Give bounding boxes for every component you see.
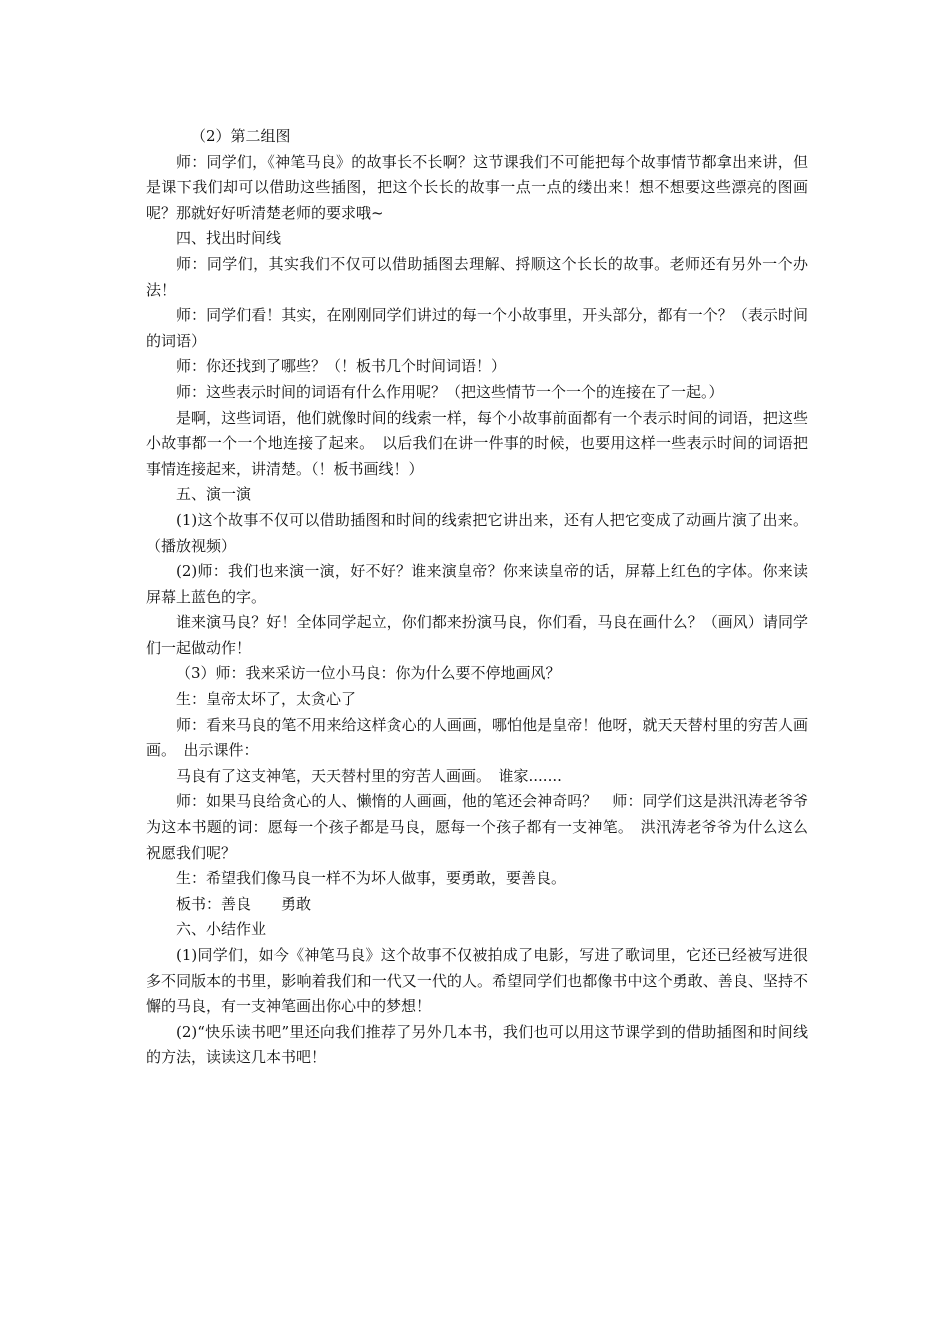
paragraph-teacher-poor-people: 师：看来马良的笔不用来给这样贪心的人画画，哪怕他是皇帝！他呀，就天天替村里的穷苦人画画。 出示课件：	[146, 715, 808, 760]
section-heading-timeline: 四、找出时间线	[176, 229, 282, 248]
paragraph-act-3: （3）师：我来采访一位小马良：你为什么要不停地画风？	[176, 664, 561, 683]
paragraph-courseware: 马良有了这支神笔，天天替村里的穷苦人画画。 谁家.......	[176, 766, 562, 785]
paragraph-teacher-inscription: 师：如果马良给贪心的人、懒惰的人画画，他的笔还会神奇吗？ 师：同学们这是洪汛涛老爷爷为这本书题的词：愿每一个孩子都是马良，愿每一个孩子都有一支神笔。 洪汛涛老爷爷为什么这么祝愿我们呢？	[146, 792, 808, 862]
paragraph-student-answer-2: 生：希望我们像马良一样不为坏人做事，要勇敢，要善良。	[176, 869, 567, 888]
document-page	[146, 124, 808, 1071]
paragraph-teacher-found-more: 师：你还找到了哪些？（！板书几个时间词语！）	[176, 357, 507, 376]
paragraph-teacher-look: 师：同学们看！其实，在刚刚同学们讲过的每一个小故事里，开头部分，都有一个？（表示时间的词语）	[146, 306, 808, 350]
paragraph-act-2: (2)师：我们也来演一演，好不好？谁来演皇帝？你来读皇帝的话，屏幕上红色的字体。你来读屏幕上蓝色的字。	[146, 562, 808, 606]
paragraph-summary-2: (2)“快乐读书吧”里还向我们推荐了另外几本书，我们也可以用这节课学到的借助插图和时间线的方法，读读这几本书吧！	[146, 1022, 808, 1067]
paragraph-teacher-story-length: 师：同学们，《神笔马良》的故事长不长啊？这节课我们不可能把每个故事情节都拿出来讲，但是课下我们却可以借助这些插图，把这个长长的故事一点一点的缕出来！想不想要这些漂亮的图画呢？那就好好听清楚老师的要求哦~	[146, 152, 808, 222]
paragraph-student-answer-1: 生：皇帝太坏了，太贪心了	[176, 690, 357, 709]
section-heading-act: 五、演一演	[176, 485, 252, 504]
paragraph-act-maliang: 谁来演马良？好！全体同学起立，你们都来扮演马良，你们看，马良在画什么？（画风）请同学们一起做动作！	[146, 613, 808, 657]
paragraph-time-clues: 是啊，这些词语，他们就像时间的线索一样，每个小故事前面都有一个表示时间的词语，把这些小故事都一个一个地连接了起来。 以后我们在讲一件事的时候，也要用这样一些表示时间的词语把事情连接起来，讲清楚。（！板书画线！）	[146, 408, 808, 478]
paragraph-teacher-another-method: 师：同学们，其实我们不仅可以借助插图去理解、捋顺这个长长的故事。老师还有另外一个办法！	[146, 254, 808, 299]
heading-second-group: （2）第二组图	[191, 127, 291, 145]
paragraph-act-1: (1)这个故事不仅可以借助插图和时间的线索把它讲出来，还有人把它变成了动画片演了出来。（播放视频）	[146, 510, 808, 555]
paragraph-summary-1: (1)同学们，如今《神笔马良》这个故事不仅被拍成了电影，写进了歌词里，它还已经被写进很多不同版本的书里，影响着我们和一代又一代的人。希望同学们也都像书中这个勇敢、善良、坚持不懈的马良，有一支神笔画出你心中的梦想！	[146, 946, 808, 1016]
paragraph-blackboard: 板书：善良 勇敢	[176, 894, 312, 913]
paragraph-teacher-time-words: 师：这些表示时间的词语有什么作用呢？（把这些情节一个一个的连接在了一起。）	[176, 382, 724, 401]
section-heading-summary: 六、小结作业	[176, 920, 267, 939]
